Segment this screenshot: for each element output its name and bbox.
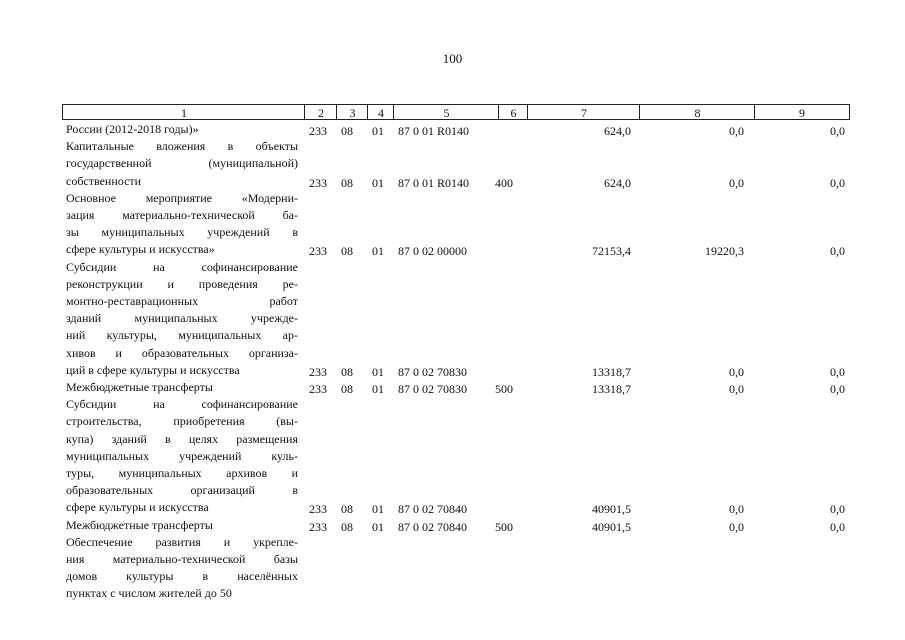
cell-c5: 87 0 02 00000	[398, 244, 467, 259]
description-line: сфере культуры и искусства»	[66, 242, 215, 257]
table-row	[0, 396, 905, 516]
cell-c7: 624,0	[604, 175, 631, 190]
cell-c6: 400	[495, 175, 513, 190]
description-line: Межбюджетные трансферты	[66, 380, 213, 394]
header-col-4: 4	[367, 104, 394, 120]
cell-c4: 01	[372, 382, 384, 396]
description-line: реконструкции и проведения ре-	[66, 276, 298, 291]
description-line: зация материально-технической ба-	[66, 207, 298, 222]
table-row	[0, 138, 905, 190]
cell-c3: 08	[341, 382, 353, 396]
cell-c5: 87 0 02 70830	[398, 364, 467, 379]
cell-c4: 01	[372, 519, 384, 534]
cell-c9: 0,0	[830, 124, 845, 138]
description-line: муниципальных учреждений куль-	[66, 448, 298, 463]
cell-c2: 233	[309, 364, 327, 379]
row-description	[66, 396, 298, 516]
cell-c6: 500	[495, 382, 513, 396]
description-line: Межбюджетные трансферты	[66, 517, 213, 532]
row-description	[66, 121, 298, 138]
cell-c2: 233	[309, 124, 327, 138]
description-line: монтно-реставрационных работ	[66, 293, 298, 308]
row-description	[66, 190, 298, 259]
description-line: сфере культуры и искусства	[66, 500, 209, 515]
description-line: собственности	[66, 173, 142, 188]
cell-c2: 233	[309, 244, 327, 259]
cell-c5: 87 0 02 70830	[398, 382, 467, 396]
cell-c4: 01	[372, 364, 384, 379]
cell-c7: 40901,5	[592, 519, 631, 534]
cell-c4: 01	[372, 124, 384, 138]
header-col-8: 8	[639, 104, 755, 120]
description-line: пунктах с числом жителей до 50	[66, 586, 232, 601]
description-line: России (2012-2018 годы)»	[66, 122, 199, 136]
cell-c2: 233	[309, 382, 327, 396]
description-line: хивов и образовательных организа-	[66, 345, 298, 360]
header-col-5: 5	[393, 104, 499, 120]
description-line: туры, муниципальных архивов и	[66, 465, 298, 480]
cell-c2: 233	[309, 175, 327, 190]
page-number: 100	[442, 51, 463, 66]
description-line: Субсидии на софинансирование	[66, 259, 298, 274]
cell-c5: 87 0 01 R0140	[398, 124, 470, 138]
row-description	[66, 259, 298, 379]
description-line: домов культуры в населённых	[66, 569, 298, 584]
description-line: Основное мероприятие «Модерни-	[66, 190, 298, 205]
description-line: Обеспечение развития и укрепле-	[66, 534, 298, 549]
header-col-3: 3	[336, 104, 368, 120]
cell-c9: 0,0	[830, 244, 845, 259]
header-col-6: 6	[498, 104, 528, 120]
cell-c5: 87 0 01 R0140	[398, 175, 470, 190]
description-line: ния материально-технической базы	[66, 551, 298, 566]
header-col-9: 9	[754, 104, 850, 120]
description-line: ций в сфере культуры и искусства	[66, 362, 240, 377]
row-description	[66, 534, 298, 603]
cell-c9: 0,0	[830, 175, 845, 190]
cell-c3: 08	[341, 519, 353, 534]
cell-c8: 0,0	[729, 382, 744, 396]
cell-c2: 233	[309, 519, 327, 534]
cell-c7: 72153,4	[592, 244, 631, 259]
table-row	[0, 190, 905, 259]
header-col-7: 7	[527, 104, 640, 120]
cell-c3: 08	[341, 244, 353, 259]
cell-c5: 87 0 02 70840	[398, 519, 467, 534]
cell-c2: 233	[309, 502, 327, 517]
cell-c7: 40901,5	[592, 502, 631, 517]
description-line: Капитальные вложения в объекты	[66, 139, 298, 154]
cell-c8: 0,0	[729, 519, 744, 534]
table-header	[62, 104, 850, 121]
cell-c7: 624,0	[604, 124, 631, 138]
description-line: образовательных организаций в	[66, 483, 298, 498]
cell-c6: 500	[495, 519, 513, 534]
cell-c5: 87 0 02 70840	[398, 502, 467, 517]
table-row	[0, 379, 905, 396]
description-line: купа) зданий в целях размещения	[66, 431, 298, 446]
row-description	[66, 379, 298, 396]
cell-c4: 01	[372, 175, 384, 190]
description-line: зданий муниципальных учрежде-	[66, 311, 298, 326]
table-row	[0, 517, 905, 534]
cell-c9: 0,0	[830, 502, 845, 517]
row-description	[66, 517, 298, 534]
cell-c3: 08	[341, 175, 353, 190]
cell-c7: 13318,7	[592, 364, 631, 379]
cell-c8: 0,0	[729, 175, 744, 190]
cell-c4: 01	[372, 244, 384, 259]
cell-c8: 19220,3	[705, 244, 744, 259]
cell-c8: 0,0	[729, 502, 744, 517]
table-row	[0, 534, 905, 603]
description-line: строительства, приобретения (вы-	[66, 414, 298, 429]
cell-c9: 0,0	[830, 519, 845, 534]
table-row	[0, 259, 905, 379]
cell-c8: 0,0	[729, 124, 744, 138]
cell-c3: 08	[341, 124, 353, 138]
header-col-1: 1	[62, 104, 305, 120]
row-description	[66, 138, 298, 190]
cell-c9: 0,0	[830, 364, 845, 379]
description-line: ний культуры, муниципальных ар-	[66, 328, 298, 343]
description-line: государственной (муниципальной)	[66, 156, 298, 171]
header-col-2: 2	[304, 104, 337, 120]
cell-c4: 01	[372, 502, 384, 517]
cell-c3: 08	[341, 364, 353, 379]
cell-c9: 0,0	[830, 382, 845, 396]
table-row	[0, 121, 905, 138]
description-line: Субсидии на софинансирование	[66, 397, 298, 412]
description-line: зы муниципальных учреждений в	[66, 225, 298, 240]
cell-c7: 13318,7	[592, 382, 631, 396]
cell-c8: 0,0	[729, 364, 744, 379]
cell-c3: 08	[341, 502, 353, 517]
